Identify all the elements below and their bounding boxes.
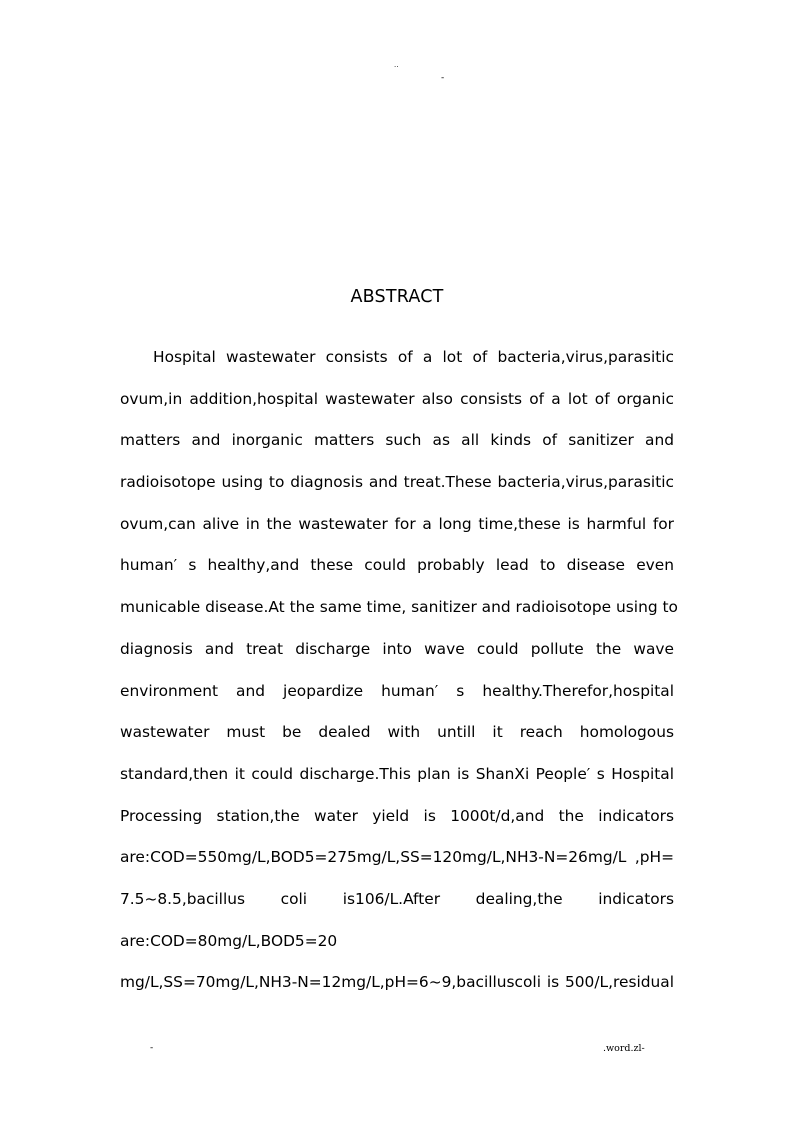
- footer-left-mark: -: [150, 1043, 154, 1053]
- body-line-14: 7.5~8.5,bacillus coli is106/L.After dealing,the indicators: [120, 889, 674, 908]
- body-line-4: radioisotope using to diagnosis and treat.These bacteria,virus,parasitic: [120, 473, 674, 492]
- header-dots: ..: [394, 61, 399, 69]
- body-line-7: municable disease.At the same time, sanitizer and radioisotope using to: [120, 598, 678, 617]
- abstract-body: [120, 340, 678, 1007]
- body-line-16: mg/L,SS=70mg/L,NH3-N=12mg/L,pH=6~9,bacilluscoli is 500/L,residual: [120, 973, 674, 992]
- body-line-10: wastewater must be dealed with untill it reach homologous: [120, 723, 674, 742]
- body-line-1: Hospital wastewater consists of a lot of bacteria,virus,parasitic: [153, 348, 674, 366]
- page-title: ABSTRACT: [350, 287, 444, 307]
- body-line-6: human′ s healthy,and these could probably lead to disease even: [120, 556, 674, 575]
- body-line-11: standard,then it could discharge.This plan is ShanXi People′ s Hospital: [120, 764, 674, 783]
- body-line-15: are:COD=80mg/L,BOD5=20: [120, 931, 338, 950]
- body-line-13: are:COD=550mg/L,BOD5=275mg/L,SS=120mg/L,NH3-N=26mg/L ,pH=: [120, 848, 674, 867]
- body-line-9: environment and jeopardize human′ s healthy.Therefor,hospital: [120, 681, 674, 700]
- body-line-3: matters and inorganic matters such as all kinds of sanitizer and: [120, 431, 674, 450]
- body-line-5: ovum,can alive in the wastewater for a long time,these is harmful for: [120, 514, 674, 533]
- header-dash: -: [441, 73, 445, 83]
- body-line-8: diagnosis and treat discharge into wave could pollute the wave: [120, 639, 674, 658]
- body-line-12: Processing station,the water yield is 1000t/d,and the indicators: [120, 806, 674, 825]
- footer-watermark: .word.zl-: [603, 1043, 645, 1054]
- body-line-2: ovum,in addition,hospital wastewater also consists of a lot of organic: [120, 389, 674, 408]
